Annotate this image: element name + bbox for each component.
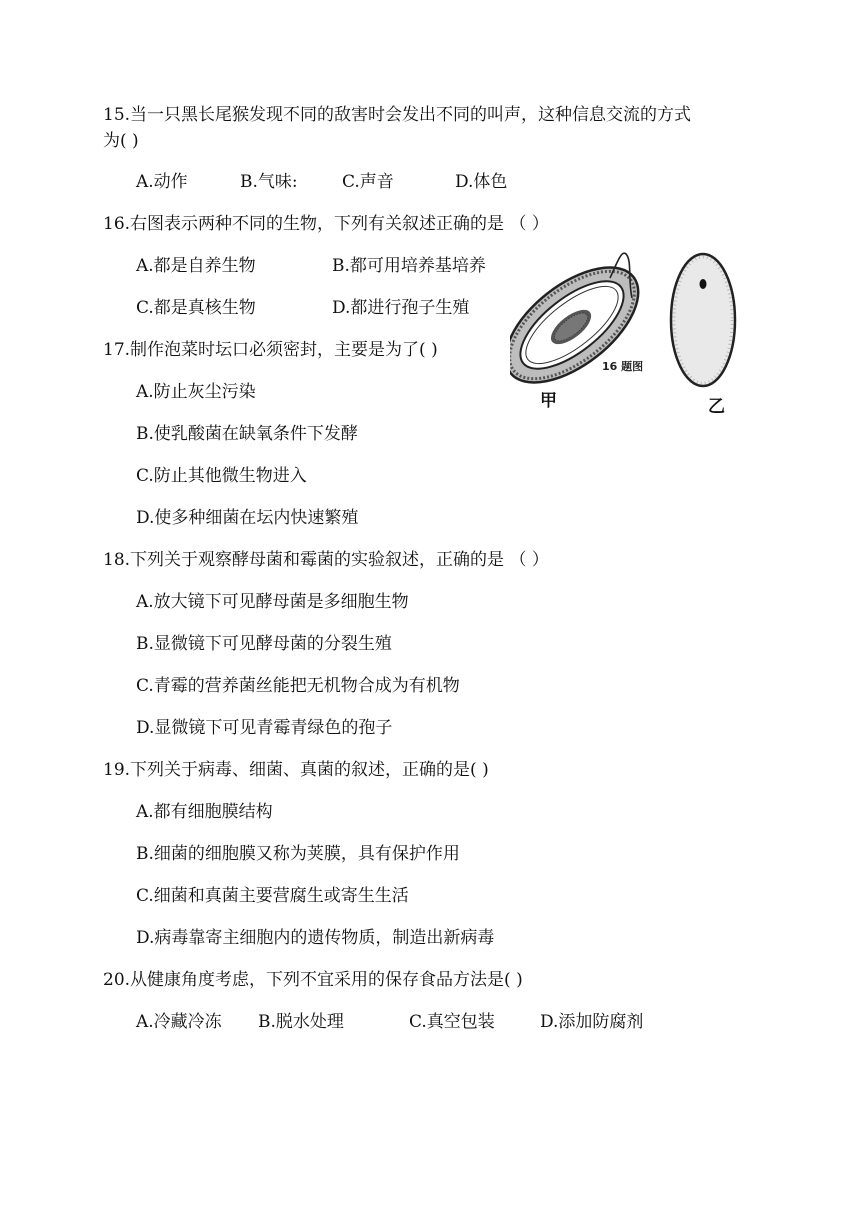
question-18-option-b: B.显微镜下可见酵母菌的分裂生殖 (136, 634, 392, 654)
question-17-option-d: D.使多种细菌在坛内快速繁殖 (136, 508, 359, 528)
question-18-stem: 18.下列关于观察酵母菌和霉菌的实验叙述，正确的是 （ ） (103, 550, 549, 570)
option-c: C.真空包装 (409, 1012, 495, 1032)
option-c: C.声音 (342, 172, 394, 192)
question-16-stem: 16.右图表示两种不同的生物，下列有关叙述正确的是 （ ） (103, 214, 549, 234)
question-18-option-a: A.放大镜下可见酵母菌是多细胞生物 (136, 592, 409, 612)
bacterium-jia-drawing (510, 245, 658, 404)
question-17-option-b: B.使乳酸菌在缺氧条件下发酵 (136, 424, 358, 444)
option-d: D.体色 (455, 172, 508, 192)
question-19-option-d: D.病毒靠寄主细胞内的遗传物质，制造出新病毒 (136, 928, 495, 948)
option-d: D.都进行孢子生殖 (332, 298, 470, 318)
organism-yi-drawing (671, 254, 735, 386)
figure-label-yi: 乙 (708, 397, 725, 417)
question-19-option-c: C.细菌和真菌主要营腐生或寄生生活 (136, 886, 409, 906)
question-19-option-a: A.都有细胞膜结构 (136, 802, 273, 822)
option-b: B.气味: (240, 172, 298, 192)
question-17-option-c: C.防止其他微生物进入 (136, 466, 307, 486)
question-18-option-c: C.青霉的营养菌丝能把无机物合成为有机物 (136, 676, 460, 696)
question-17-option-a: A.防止灰尘污染 (136, 382, 256, 402)
question-18-option-d: D.显微镜下可见青霉青绿色的孢子 (136, 718, 393, 738)
question-19-stem: 19.下列关于病毒、细菌、真菌的叙述，正确的是( ) (103, 760, 489, 780)
question-16-figure (510, 240, 780, 420)
question-19-option-b: B.细菌的细胞膜又称为荚膜，具有保护作用 (136, 844, 460, 864)
option-b: B.脱水处理 (258, 1012, 344, 1032)
question-15-stem-line1: 15.当一只黑长尾猴发现不同的敌害时会发出不同的叫声，这种信息交流的方式 (103, 105, 692, 125)
figure-caption: 16 题图 (602, 360, 644, 373)
option-a: A.冷藏冷冻 (136, 1012, 222, 1032)
figure-label-jia: 甲 (540, 391, 557, 411)
option-d: D.添加防腐剂 (540, 1012, 644, 1032)
question-17-stem: 17.制作泡菜时坛口必须密封，主要是为了( ) (103, 340, 438, 360)
option-c: C.都是真核生物 (136, 298, 256, 318)
option-b: B.都可用培养基培养 (332, 256, 486, 276)
question-20-stem: 20.从健康角度考虑，下列不宜采用的保存食品方法是( ) (103, 970, 523, 990)
option-a: A.动作 (136, 172, 188, 192)
question-15-stem-line2: 为( ) (103, 131, 139, 151)
option-a: A.都是自养生物 (136, 256, 256, 276)
